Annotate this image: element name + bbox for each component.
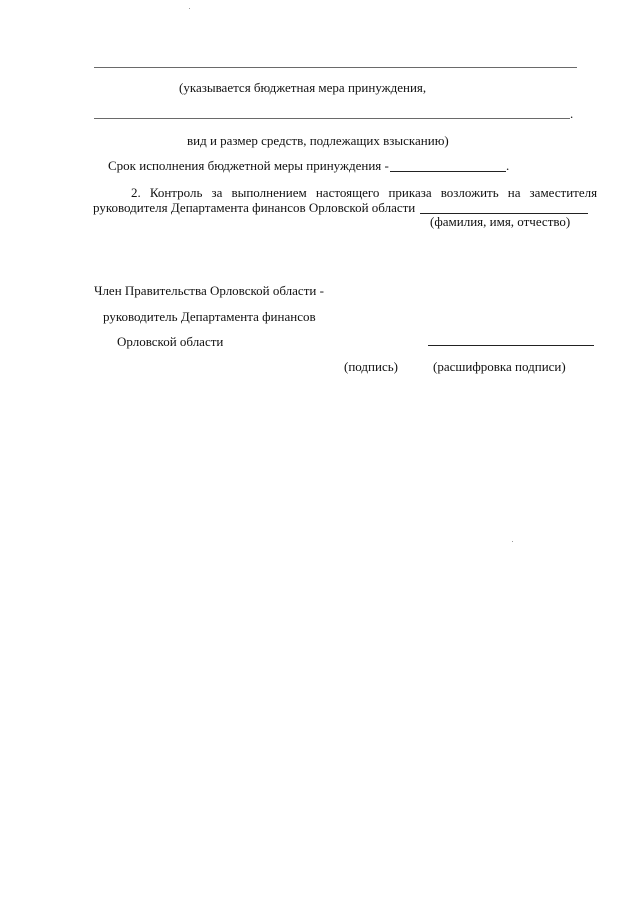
item2-word: 2. (131, 185, 141, 200)
item2-word: возложить (440, 185, 499, 200)
blank-line-measure (94, 67, 577, 68)
signatory-line3: Орловской области (117, 334, 224, 349)
item2-word: приказа (388, 185, 432, 200)
item2-word: выполнением (231, 185, 307, 200)
item2-word: заместителя (529, 185, 598, 200)
deadline-label: Срок исполнения бюджетной меры принуждения - (108, 158, 389, 173)
blank-line-funds (94, 118, 570, 119)
deadline-suffix: . (506, 158, 510, 173)
signatory-line2: руководитель Департамента финансов (103, 309, 316, 324)
item2-word: на (507, 185, 521, 200)
item2-word: за (211, 185, 223, 200)
signature-label: (подпись) (344, 359, 398, 374)
scan-speck (512, 541, 513, 542)
blank-line-deadline (390, 171, 506, 172)
item2-word: Контроль (149, 185, 203, 200)
decoding-label: (расшифровка подписи) (433, 359, 566, 374)
item2-word: настоящего (315, 185, 380, 200)
scan-speck (189, 8, 190, 9)
line2-suffix: . (570, 106, 574, 121)
item2-line1 (93, 185, 597, 200)
fio-label: (фамилия, имя, отчество) (430, 214, 571, 229)
measure-label: (указывается бюджетная мера принуждения, (179, 80, 427, 95)
item2-line2: руководителя Департамента финансов Орловской области (93, 200, 416, 215)
funds-label: вид и размер средств, подлежащих взысканию) (187, 133, 449, 148)
blank-line-signature (428, 345, 594, 346)
signatory-line1: Член Правительства Орловской области - (94, 283, 324, 298)
